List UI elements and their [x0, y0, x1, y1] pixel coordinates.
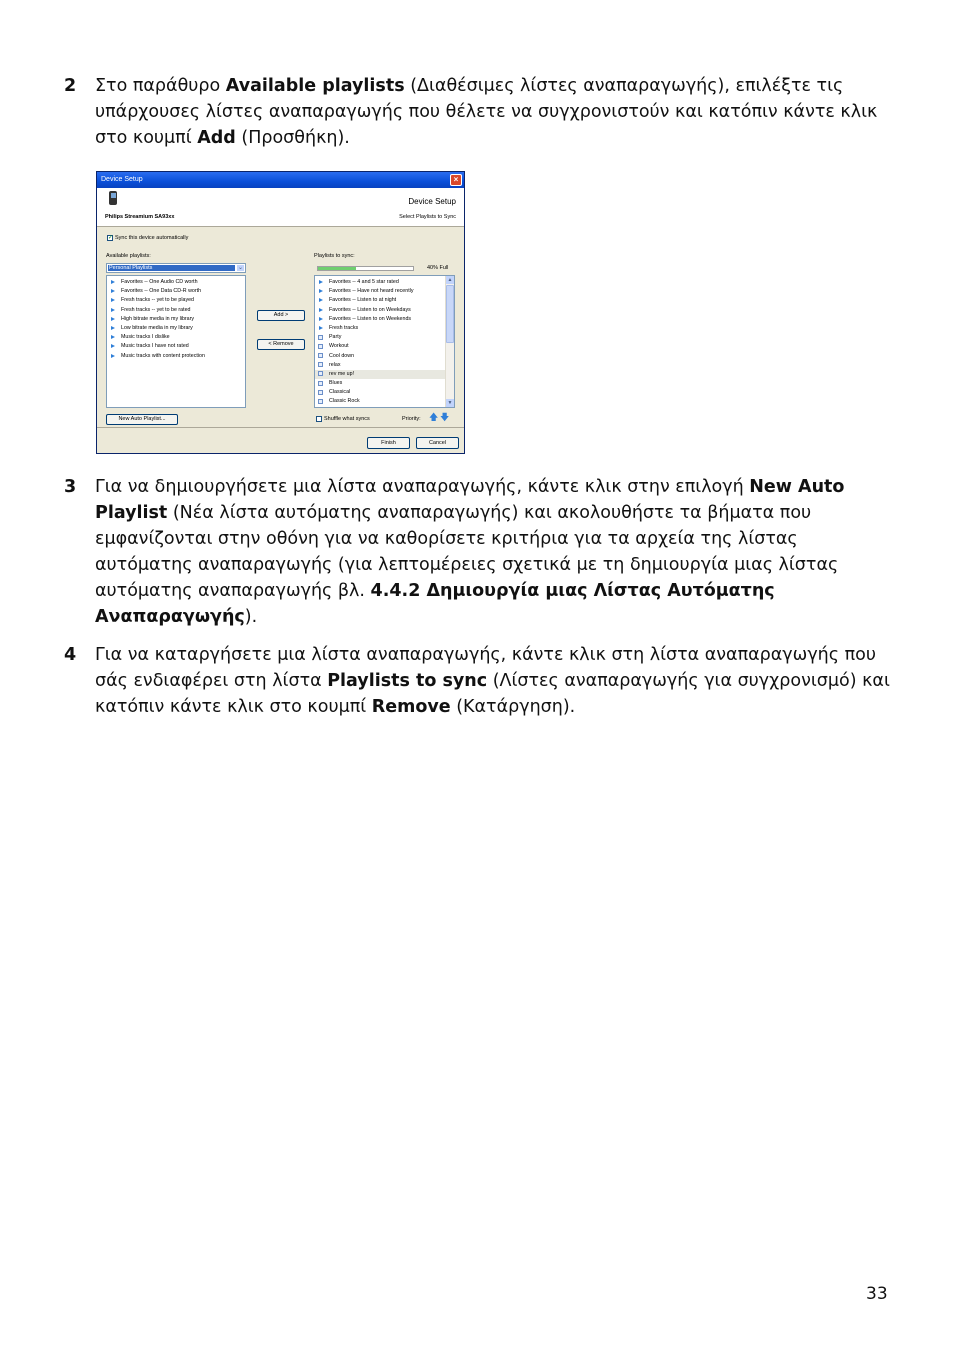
sync-playlist-item[interactable]	[315, 361, 454, 370]
bold-term: Remove	[371, 697, 451, 717]
available-playlist-item[interactable]	[107, 306, 245, 315]
capacity-progress-fill	[318, 267, 356, 270]
sync-playlist-item[interactable]	[315, 352, 454, 361]
sync-playlist-item[interactable]	[315, 370, 454, 379]
text-run: Στο παράθυρο	[95, 76, 226, 96]
auto-playlist-icon	[111, 280, 115, 284]
playlist-label: Favorites -- Have not heard recently	[329, 288, 414, 295]
sync-playlist-item[interactable]	[315, 333, 454, 342]
text-run: (Κατάργηση).	[450, 697, 576, 717]
playlist-icon	[318, 399, 323, 404]
text-run: (Διαθέσιμες λίστες αναπαραγωγής), επιλέξτε τις υπάρχουσες λίστες αναπαραγωγής που θέλετε να συγχρονιστούν και κατόπιν κάντε κλικ στο κουμπί	[95, 76, 878, 148]
text-run: Για να δημιουργήσετε μια λίστα αναπαραγωγής, κάντε κλικ στην επιλογή	[95, 477, 750, 497]
playlists-to-sync-label: Playlists to sync:	[314, 253, 355, 259]
auto-playlist-icon	[319, 317, 323, 321]
bold-term: 4.4.2 Δημιουργία μιας Λίστας Αυτόματης Αναπαραγωγής	[95, 581, 775, 627]
header-title: Device Setup	[408, 197, 456, 206]
auto-playlist-icon	[111, 289, 115, 293]
sync-playlist-item[interactable]	[315, 379, 454, 388]
available-playlists-label: Available playlists:	[106, 253, 151, 259]
available-playlist-item[interactable]	[107, 315, 245, 324]
playlist-label: Favorites -- One Data CD-R worth	[121, 288, 202, 295]
sync-list-scrollbar[interactable]	[445, 276, 454, 407]
playlist-label: Fresh tracks -- yet to be played	[121, 297, 195, 304]
sync-playlist-item[interactable]	[315, 324, 454, 333]
finish-button[interactable]: Finish	[367, 437, 410, 449]
shuffle-checkbox[interactable]	[316, 416, 322, 422]
playlist-label: rev me up!	[329, 370, 355, 377]
bold-term: Playlists to sync	[327, 671, 488, 691]
device-name: Philips Streamium SA93xx	[105, 214, 175, 220]
bold-term: Add	[197, 128, 236, 148]
playlist-label: Party	[329, 334, 342, 341]
device-setup-dialog	[96, 171, 465, 454]
header-subtitle: Select Playlists to Sync	[399, 214, 456, 220]
playlist-icon	[318, 353, 323, 358]
sync-playlist-item[interactable]	[315, 306, 454, 315]
sync-playlist-item[interactable]	[315, 287, 454, 296]
playlist-label: Music tracks I dislike	[121, 334, 170, 341]
sync-playlist-item[interactable]	[315, 397, 454, 406]
sync-playlist-item[interactable]	[315, 296, 454, 305]
playlists-to-sync-list[interactable]	[314, 275, 455, 408]
dialog-header	[97, 188, 464, 227]
playlist-icon	[318, 335, 323, 340]
playlist-label: Low bitrate media in my library	[121, 324, 193, 331]
dialog-titlebar[interactable]	[97, 172, 464, 188]
step-number: 4	[64, 645, 77, 665]
page-number: 33	[866, 1284, 888, 1304]
cancel-button[interactable]: Cancel	[416, 437, 459, 449]
available-playlist-item[interactable]	[107, 278, 245, 287]
sync-auto-label: Sync this device automatically	[115, 235, 189, 241]
footer-divider	[97, 427, 464, 428]
priority-up-icon[interactable]: 🡅	[429, 412, 439, 422]
playlist-icon	[318, 381, 323, 386]
sync-list-items	[315, 278, 454, 407]
bold-term: Available playlists	[225, 76, 405, 96]
auto-playlist-icon	[111, 317, 115, 321]
auto-playlist-icon	[111, 326, 115, 330]
scroll-up-icon[interactable]: ▲	[447, 277, 453, 283]
auto-playlist-icon	[111, 335, 115, 339]
playlist-label: Favorites -- Listen to at night	[329, 297, 397, 304]
close-icon[interactable]: ×	[450, 174, 462, 186]
available-playlists-list[interactable]	[106, 275, 246, 408]
playlist-icon	[318, 344, 323, 349]
shuffle-label: Shuffle what syncs	[324, 416, 370, 422]
step-2	[64, 73, 894, 151]
step-3	[64, 474, 894, 630]
playlist-label: Blues	[329, 380, 343, 387]
priority-down-icon[interactable]: 🡇	[440, 412, 450, 422]
text-run: (Λίστες αναπαραγωγής για συγχρονισμό) και κατόπιν κάντε κλικ στο κουμπί	[95, 671, 890, 717]
auto-playlist-icon	[319, 326, 323, 330]
bold-term: New Auto Playlist	[95, 477, 845, 523]
step-text	[95, 474, 894, 630]
step-4	[64, 642, 894, 720]
auto-playlist-icon	[111, 298, 115, 302]
playlist-label: Favorites -- Listen to on Weekends	[329, 315, 412, 322]
playlist-label: relax	[329, 361, 341, 368]
available-playlist-item[interactable]	[107, 324, 245, 333]
new-auto-playlist-button[interactable]: New Auto Playlist...	[106, 414, 178, 425]
capacity-progress-bar	[317, 266, 414, 271]
auto-playlist-icon	[319, 289, 323, 293]
add-button[interactable]: Add >	[257, 310, 305, 321]
capacity-text: 40% Full	[427, 265, 449, 271]
remove-button[interactable]: < Remove	[257, 339, 305, 350]
step-text	[95, 642, 894, 720]
sync-playlist-item[interactable]	[315, 315, 454, 324]
dialog-title: Device Setup	[101, 176, 143, 183]
available-playlist-item[interactable]	[107, 333, 245, 342]
playlist-label: Favorites -- One Audio CD worth	[121, 279, 198, 285]
text-run: Για να καταργήσετε μια λίστα αναπαραγωγής, κάντε κλικ στη λίστα αναπαραγωγής που σάς ενδιαφέρει στη λίστα	[95, 645, 876, 691]
playlist-label: Classic Rock	[329, 398, 360, 405]
available-playlist-item[interactable]	[107, 296, 245, 305]
chevron-down-icon[interactable]: ⌄	[237, 265, 244, 271]
playlist-label: Classical	[329, 389, 351, 396]
priority-label: Priority:	[402, 416, 421, 422]
sync-playlist-item[interactable]	[315, 278, 454, 287]
playlist-icon	[318, 390, 323, 395]
playlist-label: Cool down	[329, 352, 355, 359]
playlist-label: Fresh tracks -- yet to be rated	[121, 306, 191, 313]
scroll-down-icon[interactable]: ▼	[447, 400, 453, 406]
playlist-label: Favorites -- 4 and 5 star rated	[329, 279, 399, 285]
playlist-label: Fresh tracks	[329, 324, 359, 331]
step-number: 3	[64, 477, 77, 497]
playlist-label: Music tracks I have not rated	[121, 343, 189, 350]
auto-playlist-icon	[319, 308, 323, 312]
sync-playlist-item[interactable]	[315, 342, 454, 351]
step-number: 2	[64, 76, 77, 96]
playlist-label: Workout	[329, 343, 349, 350]
auto-playlist-icon	[111, 344, 115, 348]
auto-playlist-icon	[111, 308, 115, 312]
combo-selected-value: Personal Playlists	[108, 265, 235, 271]
sync-playlist-item[interactable]	[315, 388, 454, 397]
auto-playlist-icon	[319, 280, 323, 284]
device-player-icon	[109, 191, 117, 205]
available-playlist-item[interactable]	[107, 287, 245, 296]
sync-auto-checkbox[interactable]: ✓	[108, 235, 114, 241]
playlist-type-combo[interactable]	[106, 263, 246, 273]
text-run: ).	[244, 607, 258, 627]
playlist-label: Music tracks with content protection	[121, 352, 205, 359]
playlist-label: Favorites -- Listen to on Weekdays	[329, 306, 411, 313]
auto-playlist-icon	[111, 354, 115, 358]
text-run: (Προσθήκη).	[235, 128, 350, 148]
scroll-thumb[interactable]	[446, 285, 454, 343]
playlist-icon	[318, 371, 323, 376]
available-playlist-item[interactable]	[107, 352, 245, 361]
step-text	[95, 73, 894, 151]
auto-playlist-icon	[319, 298, 323, 302]
text-run: (Νέα λίστα αυτόματης αναπαραγωγής) και ακολουθήστε τα βήματα που εμφανίζονται στην οθόνη για να καθορίσετε κριτήρια για τα αρχεία της λίστας αυτόματης αναπαραγωγής (για λεπτομέρειες σχετικά με τη δημιουργία μιας λίστας αυτόματης αναπαραγωγής βλ.	[95, 503, 839, 601]
available-playlist-item[interactable]	[107, 342, 245, 351]
playlist-icon	[318, 362, 323, 367]
playlist-label: High bitrate media in my library	[121, 315, 195, 322]
